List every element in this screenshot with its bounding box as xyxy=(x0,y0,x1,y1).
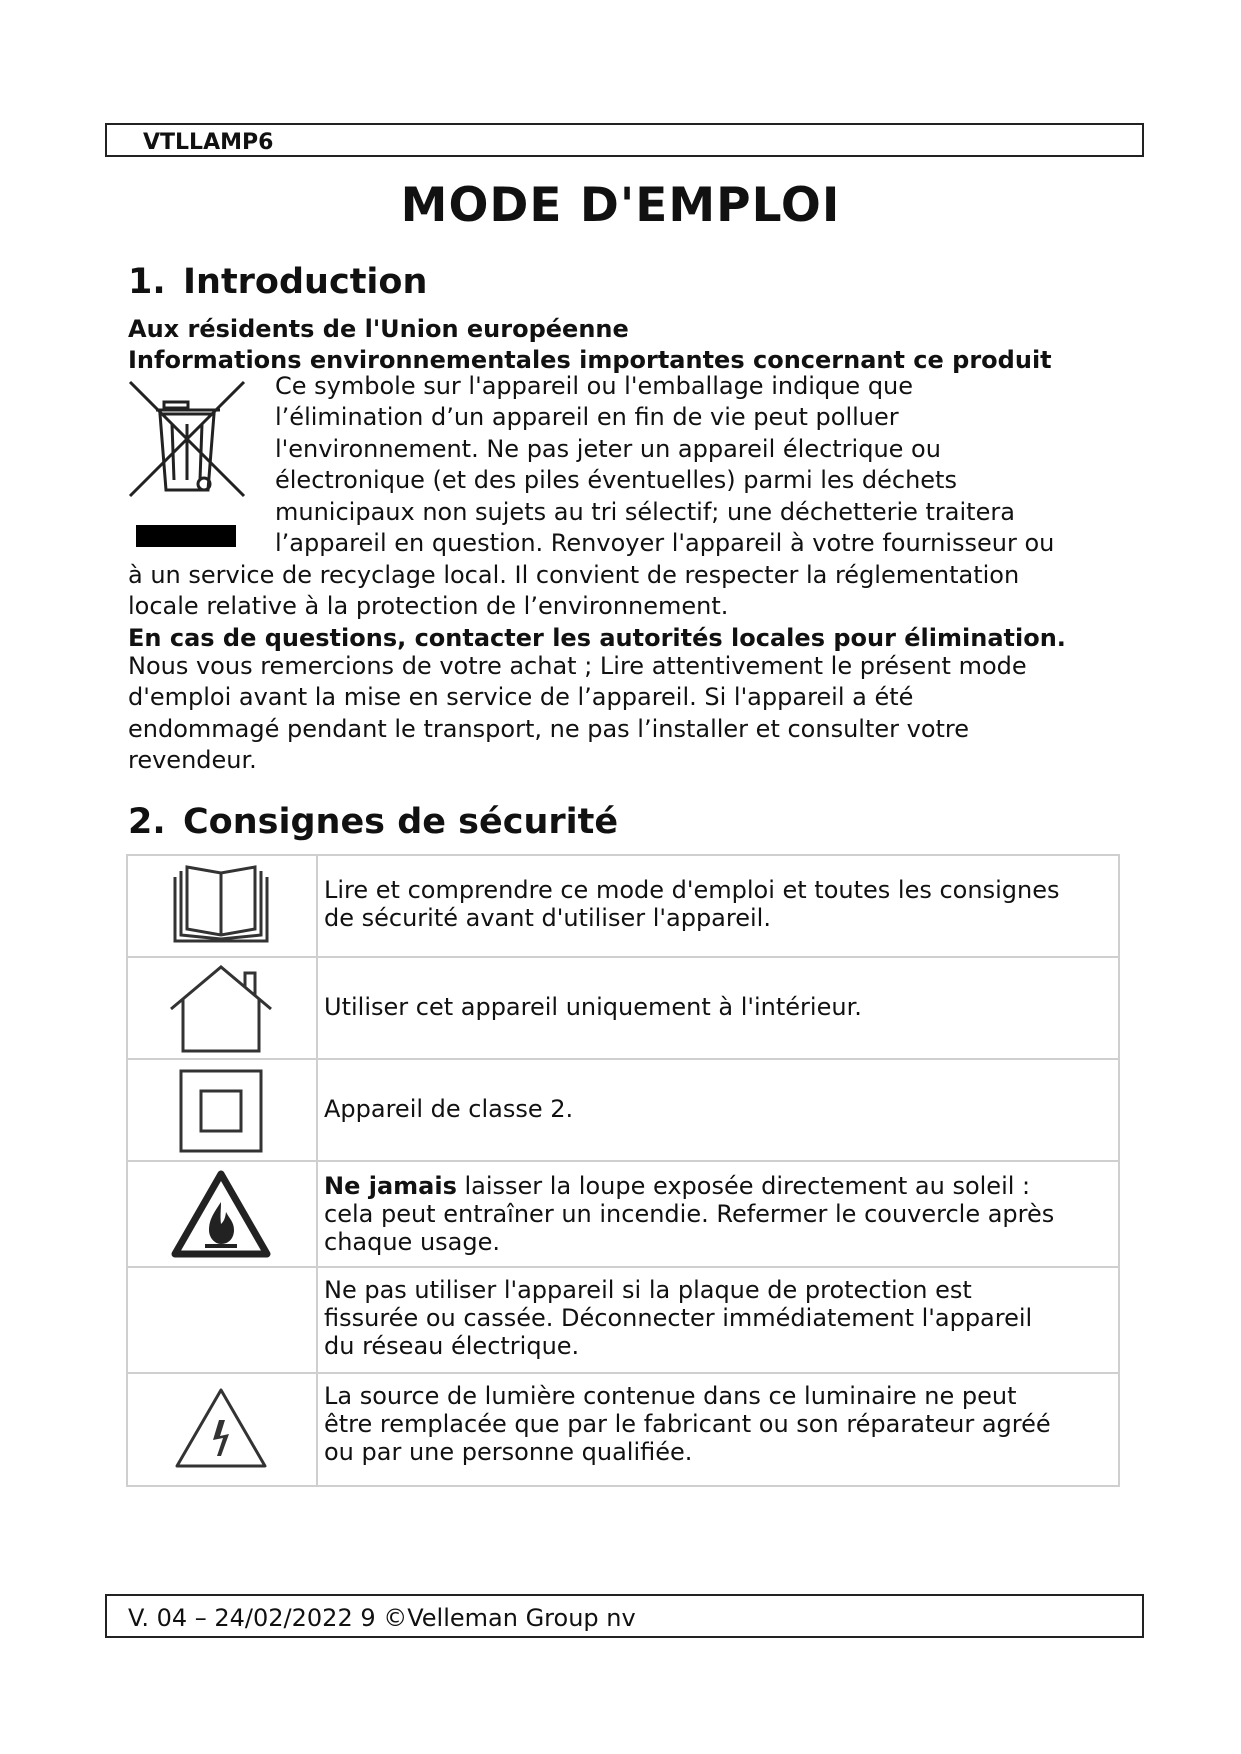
safety-text xyxy=(324,1382,1114,1466)
house-icon xyxy=(126,958,316,1060)
safety-line: de sécurité avant d'utiliser l'appareil. xyxy=(324,904,771,932)
weee-line: Ce symbole sur l'appareil ou l'emballage indique que xyxy=(275,372,914,400)
weee-line: l'environnement. Ne pas jeter un appareil électrique ou xyxy=(275,434,941,463)
fire-warning-icon xyxy=(126,1162,316,1268)
safety-text xyxy=(324,1172,1114,1256)
safety-text xyxy=(324,1276,1114,1360)
section-2-heading xyxy=(128,802,618,842)
table-row xyxy=(126,1372,1120,1487)
safety-line: Appareil de classe 2. xyxy=(324,1095,574,1123)
env-info-line: Informations environnementales importantes concernant ce produit xyxy=(128,346,1052,374)
table-row xyxy=(126,1266,1120,1372)
weee-line: électronique (et des piles éventuelles) parmi les déchets xyxy=(275,466,957,495)
weee-line: à un service de recyclage local. Il convient de respecter la réglementation xyxy=(128,561,1020,589)
section-1-title: Introduction xyxy=(183,262,428,302)
weee-line: locale relative à la protection de l’environnement. xyxy=(128,592,729,621)
safety-table xyxy=(126,854,1120,1487)
safety-line: La source de lumière contenue dans ce luminaire ne peut xyxy=(324,1382,1017,1410)
page-title: MODE D'EMPLOI xyxy=(400,178,841,233)
header-box xyxy=(105,123,1144,157)
table-row xyxy=(126,1058,1120,1160)
safety-line: Ne pas utiliser l'appareil si la plaque de protection est xyxy=(324,1276,972,1304)
questions-line: En cas de questions, contacter les autorités locales pour élimination. xyxy=(128,624,1066,652)
weee-line: municipaux non sujets au tri sélectif; une déchetterie traitera xyxy=(275,497,1015,526)
weee-continuation xyxy=(128,560,1019,623)
thanks-line: d'emploi avant la mise en service de l’appareil. Si l'appareil a été xyxy=(128,683,914,712)
safety-line: chaque usage. xyxy=(324,1228,501,1256)
safety-line-rest: laisser la loupe exposée directement au soleil : xyxy=(456,1172,1031,1200)
class2-double-square-icon xyxy=(126,1060,316,1162)
weee-bin-icon xyxy=(126,380,250,555)
section-1-heading xyxy=(128,262,427,302)
section-2-title: Consignes de sécurité xyxy=(183,802,619,842)
bold-prefix: Ne jamais xyxy=(324,1172,457,1200)
thanks-line: revendeur. xyxy=(128,746,257,775)
weee-paragraph xyxy=(275,371,1054,559)
table-row xyxy=(126,956,1120,1058)
safety-text xyxy=(324,876,1114,932)
eu-residents-line: Aux résidents de l'Union européenne xyxy=(128,315,629,343)
safety-line xyxy=(324,1172,1114,1200)
safety-text xyxy=(324,993,1114,1021)
model-name: VTLLAMP6 xyxy=(143,130,274,155)
footer-box xyxy=(105,1594,1144,1638)
section-1-number: 1. xyxy=(128,262,166,302)
safety-line: cela peut entraîner un incendie. Refermer le couvercle après xyxy=(324,1200,1055,1228)
safety-line: du réseau électrique. xyxy=(324,1332,580,1360)
thanks-paragraph xyxy=(128,651,1027,777)
thanks-line: endommagé pendant le transport, ne pas l’installer et consulter votre xyxy=(128,714,970,743)
safety-line: ou par une personne qualifiée. xyxy=(324,1438,693,1466)
weee-line: l’élimination d’un appareil en fin de vie peut polluer xyxy=(275,403,899,432)
footer-text: V. 04 – 24/02/2022 9 ©Velleman Group nv xyxy=(128,1604,636,1632)
section-2-number: 2. xyxy=(128,802,166,842)
safety-line: Lire et comprendre ce mode d'emploi et toutes les consignes xyxy=(324,876,1060,904)
safety-line: être remplacée que par le fabricant ou son réparateur agréé xyxy=(324,1410,1051,1438)
thanks-line: Nous vous remercions de votre achat ; Lire attentivement le présent mode xyxy=(128,652,1027,680)
manual-book-icon xyxy=(126,854,316,956)
electric-hazard-icon xyxy=(126,1374,316,1484)
table-row xyxy=(126,1160,1120,1266)
table-row xyxy=(126,854,1120,956)
weee-line: l’appareil en question. Renvoyer l'appareil à votre fournisseur ou xyxy=(275,529,1055,558)
safety-line: Utiliser cet appareil uniquement à l'intérieur. xyxy=(324,993,862,1021)
safety-line: fissurée ou cassée. Déconnecter immédiatement l'appareil xyxy=(324,1304,1033,1332)
safety-text xyxy=(324,1095,1114,1123)
